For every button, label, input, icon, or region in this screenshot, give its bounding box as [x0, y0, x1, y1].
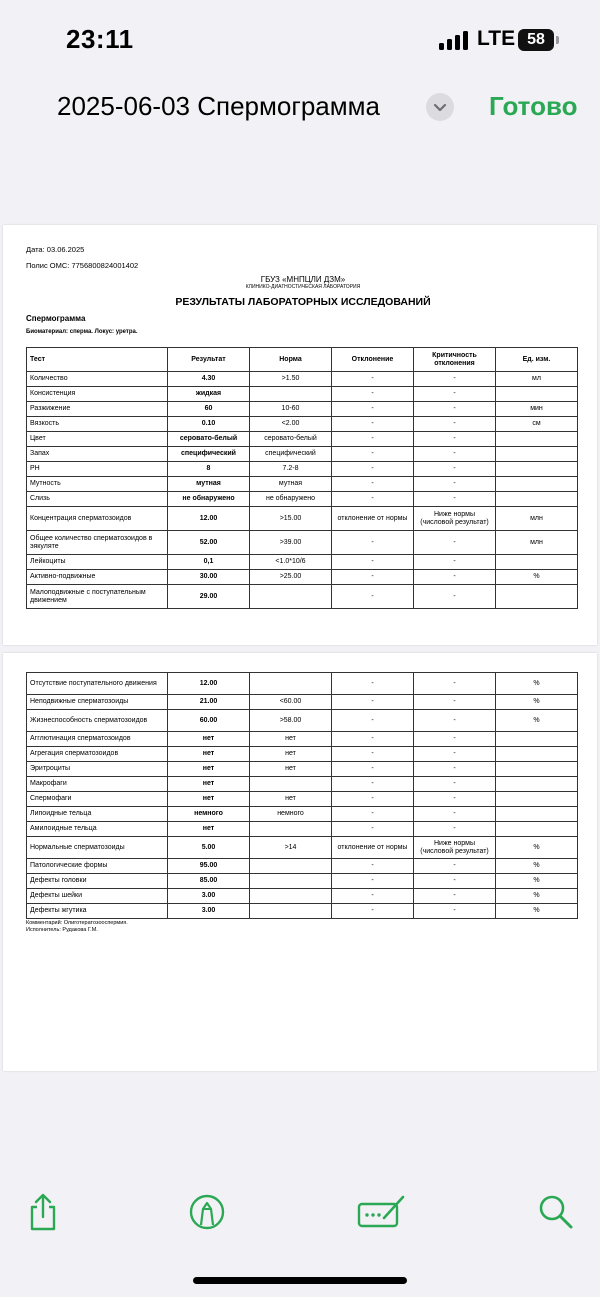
table-row — [27, 492, 578, 507]
results-table-1 — [26, 347, 578, 609]
table-row — [27, 904, 578, 919]
table-row — [27, 387, 578, 402]
battery-level: 58 — [527, 31, 545, 48]
cell-crit: - — [414, 859, 496, 874]
cell-crit: - — [414, 447, 496, 462]
cell-result: 12.00 — [168, 673, 250, 695]
cell-test: Лейкоциты — [27, 555, 168, 570]
cell-dev: - — [332, 762, 414, 777]
cell-crit: Ниже нормы (числовой результат) — [414, 507, 496, 531]
cell-result: жидкая — [168, 387, 250, 402]
cell-dev: - — [332, 492, 414, 507]
home-indicator[interactable] — [193, 1277, 407, 1284]
cell-dev: - — [332, 570, 414, 585]
results-table-2 — [26, 672, 578, 919]
col-criticality: Критичность отклонения — [414, 348, 496, 372]
cell-result: не обнаружено — [168, 492, 250, 507]
cell-crit: - — [414, 555, 496, 570]
cell-unit — [496, 447, 578, 462]
cell-result: 85.00 — [168, 874, 250, 889]
cell-norm: специфический — [250, 447, 332, 462]
col-deviation: Отклонение — [332, 348, 414, 372]
cell-result: нет — [168, 747, 250, 762]
chevron-down-icon[interactable] — [426, 93, 454, 121]
cell-dev: - — [332, 447, 414, 462]
cell-test: PH — [27, 462, 168, 477]
cell-crit: - — [414, 372, 496, 387]
cell-unit: % — [496, 710, 578, 732]
cell-result: 8 — [168, 462, 250, 477]
cell-norm — [250, 822, 332, 837]
cell-result: 12.00 — [168, 507, 250, 531]
cell-test: Вязкость — [27, 417, 168, 432]
cell-unit: % — [496, 874, 578, 889]
cell-dev: - — [332, 402, 414, 417]
cell-dev: - — [332, 747, 414, 762]
cell-unit: млн — [496, 507, 578, 531]
cell-norm: <60.00 — [250, 695, 332, 710]
table-row — [27, 417, 578, 432]
report-org: ГБУЗ «МНПЦЛИ ДЗМ» — [260, 275, 346, 284]
cell-result: серовато-белый — [168, 432, 250, 447]
cell-test: Агрегация сперматозоидов — [27, 747, 168, 762]
cell-unit — [496, 807, 578, 822]
cell-test: Количество — [27, 372, 168, 387]
cell-unit: млн — [496, 531, 578, 555]
share-button[interactable] — [23, 1192, 63, 1232]
cell-dev: - — [332, 695, 414, 710]
cell-crit: - — [414, 492, 496, 507]
table-row — [27, 807, 578, 822]
cell-norm: >39.00 — [250, 531, 332, 555]
cell-dev: отклонение от нормы — [332, 837, 414, 859]
cell-crit: - — [414, 822, 496, 837]
cell-crit: - — [414, 570, 496, 585]
table-row — [27, 432, 578, 447]
col-unit: Ед. изм. — [496, 348, 578, 372]
cell-unit — [496, 822, 578, 837]
cell-test: Консистенция — [27, 387, 168, 402]
cell-test: Дефекты головки — [27, 874, 168, 889]
table-row — [27, 531, 578, 555]
cell-norm: серовато-белый — [250, 432, 332, 447]
done-button[interactable]: Готово — [489, 91, 578, 121]
cell-dev: - — [332, 710, 414, 732]
cell-dev: - — [332, 874, 414, 889]
cell-result: специфический — [168, 447, 250, 462]
cell-unit — [496, 432, 578, 447]
cell-result: 95.00 — [168, 859, 250, 874]
cell-test: Общее количество сперматозоидов в эякуляте — [27, 531, 168, 555]
cell-norm: 7.2-8 — [250, 462, 332, 477]
document-page-1 — [3, 225, 597, 645]
table-row — [27, 889, 578, 904]
network-type: LTE — [477, 27, 516, 50]
cell-crit: - — [414, 747, 496, 762]
table-row — [27, 585, 578, 609]
cell-dev: - — [332, 889, 414, 904]
cell-norm: <1.0*10/6 — [250, 555, 332, 570]
cell-dev: - — [332, 531, 414, 555]
cell-norm: нет — [250, 792, 332, 807]
cell-unit: % — [496, 570, 578, 585]
cell-norm — [250, 777, 332, 792]
cell-dev: отклонение от нормы — [332, 507, 414, 531]
cell-dev: - — [332, 822, 414, 837]
table-row — [27, 555, 578, 570]
table-header-row — [27, 348, 578, 372]
cell-norm: нет — [250, 732, 332, 747]
cell-result: нет — [168, 792, 250, 807]
battery-icon — [518, 29, 554, 51]
table-row — [27, 777, 578, 792]
report-policy: Полис ОМС: 7756800824001402 — [26, 261, 139, 270]
cell-test: Запах — [27, 447, 168, 462]
cell-dev: - — [332, 432, 414, 447]
cell-test: Дефекты жгутика — [27, 904, 168, 919]
cell-norm: >15.00 — [250, 507, 332, 531]
cell-unit — [496, 747, 578, 762]
cell-result: 29.00 — [168, 585, 250, 609]
signature-button[interactable] — [356, 1192, 408, 1232]
cell-crit: - — [414, 732, 496, 747]
cell-crit: - — [414, 762, 496, 777]
cell-unit: % — [496, 889, 578, 904]
table-row — [27, 762, 578, 777]
cell-dev: - — [332, 859, 414, 874]
cell-dev: - — [332, 777, 414, 792]
cell-norm: >1.50 — [250, 372, 332, 387]
cell-result: 0.10 — [168, 417, 250, 432]
cell-crit: - — [414, 387, 496, 402]
biomaterial-line: Биоматериал: сперма. Локус: уретра. — [26, 329, 138, 335]
table-row — [27, 792, 578, 807]
cell-test: Макрофаги — [27, 777, 168, 792]
cell-crit: - — [414, 874, 496, 889]
cell-test: Патологические формы — [27, 859, 168, 874]
cell-result: 4.30 — [168, 372, 250, 387]
signature-icon — [356, 1192, 408, 1232]
table-row — [27, 874, 578, 889]
table-row — [27, 695, 578, 710]
cell-test: Малоподвижные с поступательным движением — [27, 585, 168, 609]
cell-unit: % — [496, 837, 578, 859]
cell-result: 21.00 — [168, 695, 250, 710]
cell-unit: % — [496, 695, 578, 710]
cell-test: Амилоидные тельца — [27, 822, 168, 837]
cell-result: 5.00 — [168, 837, 250, 859]
cell-crit: - — [414, 402, 496, 417]
cell-result: 3.00 — [168, 889, 250, 904]
cell-dev: - — [332, 372, 414, 387]
status-bar — [0, 0, 600, 80]
report-executor: Исполнитель: Рудакова Г.М. — [26, 927, 98, 933]
share-icon — [23, 1192, 63, 1232]
cell-dev: - — [332, 807, 414, 822]
cell-result: 3.00 — [168, 904, 250, 919]
cell-result: немного — [168, 807, 250, 822]
table-row — [27, 447, 578, 462]
cell-unit — [496, 462, 578, 477]
cell-norm: не обнаружено — [250, 492, 332, 507]
cell-crit: - — [414, 777, 496, 792]
cell-result: 60 — [168, 402, 250, 417]
cell-result: нет — [168, 822, 250, 837]
cell-crit: - — [414, 432, 496, 447]
cell-test: Мутность — [27, 477, 168, 492]
signal-icon — [439, 30, 469, 50]
cell-crit: - — [414, 807, 496, 822]
cell-test: Дефекты шейки — [27, 889, 168, 904]
cell-result: нет — [168, 762, 250, 777]
cell-unit: мин — [496, 402, 578, 417]
cell-test: Концентрация сперматозоидов — [27, 507, 168, 531]
cell-norm: немного — [250, 807, 332, 822]
cell-unit — [496, 555, 578, 570]
table-row — [27, 507, 578, 531]
cell-norm — [250, 859, 332, 874]
cell-unit — [496, 477, 578, 492]
cell-test: Неподвижные сперматозоиды — [27, 695, 168, 710]
cell-result: нет — [168, 732, 250, 747]
cell-dev: - — [332, 555, 414, 570]
cell-test: Активно-подвижные — [27, 570, 168, 585]
cell-test: Нормальные сперматозоиды — [27, 837, 168, 859]
cell-norm: >58.00 — [250, 710, 332, 732]
cell-crit: - — [414, 904, 496, 919]
cell-crit: - — [414, 710, 496, 732]
cell-unit — [496, 792, 578, 807]
cell-test: Спермофаги — [27, 792, 168, 807]
cell-norm: нет — [250, 762, 332, 777]
cell-crit: - — [414, 462, 496, 477]
table-row — [27, 673, 578, 695]
cell-crit: - — [414, 673, 496, 695]
cell-result: 30.00 — [168, 570, 250, 585]
cell-crit: - — [414, 531, 496, 555]
cell-dev: - — [332, 387, 414, 402]
cell-unit: мл — [496, 372, 578, 387]
cell-dev: - — [332, 904, 414, 919]
document-page-2 — [3, 653, 597, 1071]
cell-crit: - — [414, 417, 496, 432]
cell-crit: Ниже нормы (числовой результат) — [414, 837, 496, 859]
cell-unit — [496, 762, 578, 777]
section-heading: Спермограмма — [26, 314, 86, 323]
cell-unit: % — [496, 673, 578, 695]
cell-result: 0,1 — [168, 555, 250, 570]
report-org-sub: КЛИНИКО-ДИАГНОСТИЧЕСКАЯ ЛАБОРАТОРИЯ — [245, 284, 361, 290]
cell-unit — [496, 777, 578, 792]
search-icon — [536, 1192, 576, 1232]
cell-crit: - — [414, 695, 496, 710]
cell-crit: - — [414, 585, 496, 609]
cell-dev: - — [332, 417, 414, 432]
cell-test: Жизнеспособность сперматозоидов — [27, 710, 168, 732]
table-row — [27, 372, 578, 387]
table-row — [27, 710, 578, 732]
col-result: Результат — [168, 348, 250, 372]
cell-norm — [250, 585, 332, 609]
table-row — [27, 822, 578, 837]
cell-dev: - — [332, 792, 414, 807]
cell-test: Агглютинация сперматозоидов — [27, 732, 168, 747]
cell-dev: - — [332, 732, 414, 747]
cell-norm — [250, 673, 332, 695]
status-time: 23:11 — [66, 24, 134, 54]
report-date: Дата: 03.06.2025 — [26, 245, 85, 254]
cell-norm: нет — [250, 747, 332, 762]
table-row — [27, 477, 578, 492]
report-title: РЕЗУЛЬТАТЫ ЛАБОРАТОРНЫХ ИССЛЕДОВАНИЙ — [175, 296, 431, 308]
cell-norm: <2.00 — [250, 417, 332, 432]
cell-norm — [250, 387, 332, 402]
report-comment: Комментарий: Олиготератозооспермия. — [26, 920, 128, 926]
cell-norm — [250, 904, 332, 919]
cell-test: Липоидные тельца — [27, 807, 168, 822]
cell-dev: - — [332, 477, 414, 492]
cell-norm: мутная — [250, 477, 332, 492]
table-row — [27, 747, 578, 762]
cell-dev: - — [332, 673, 414, 695]
cell-result: нет — [168, 777, 250, 792]
cell-test: Эритроциты — [27, 762, 168, 777]
cell-norm — [250, 874, 332, 889]
table-row — [27, 859, 578, 874]
cell-crit: - — [414, 889, 496, 904]
cell-norm: >25.00 — [250, 570, 332, 585]
cell-result: 60.00 — [168, 710, 250, 732]
cell-test: Цвет — [27, 432, 168, 447]
cell-test: Отсутствие поступательного движения — [27, 673, 168, 695]
cell-result: мутная — [168, 477, 250, 492]
document-title[interactable]: 2025-06-03 Спермограмма — [57, 91, 380, 121]
cell-unit — [496, 387, 578, 402]
cell-norm: >14 — [250, 837, 332, 859]
cell-unit — [496, 492, 578, 507]
cell-test: Слизь — [27, 492, 168, 507]
cell-result: 52.00 — [168, 531, 250, 555]
cell-unit — [496, 585, 578, 609]
markup-icon — [187, 1192, 227, 1232]
cell-crit: - — [414, 477, 496, 492]
col-norm: Норма — [250, 348, 332, 372]
table-row — [27, 837, 578, 859]
markup-button[interactable] — [187, 1192, 227, 1232]
cell-crit: - — [414, 792, 496, 807]
cell-unit: % — [496, 859, 578, 874]
table-row — [27, 402, 578, 417]
search-button[interactable] — [536, 1192, 576, 1232]
cell-unit: см — [496, 417, 578, 432]
cell-norm: 10-60 — [250, 402, 332, 417]
cell-unit — [496, 732, 578, 747]
table-row — [27, 732, 578, 747]
cell-norm — [250, 889, 332, 904]
cell-unit: % — [496, 904, 578, 919]
cell-dev: - — [332, 462, 414, 477]
table-row — [27, 462, 578, 477]
cell-dev: - — [332, 585, 414, 609]
col-test: Тест — [27, 348, 168, 372]
table-row — [27, 570, 578, 585]
cell-test: Разжижение — [27, 402, 168, 417]
